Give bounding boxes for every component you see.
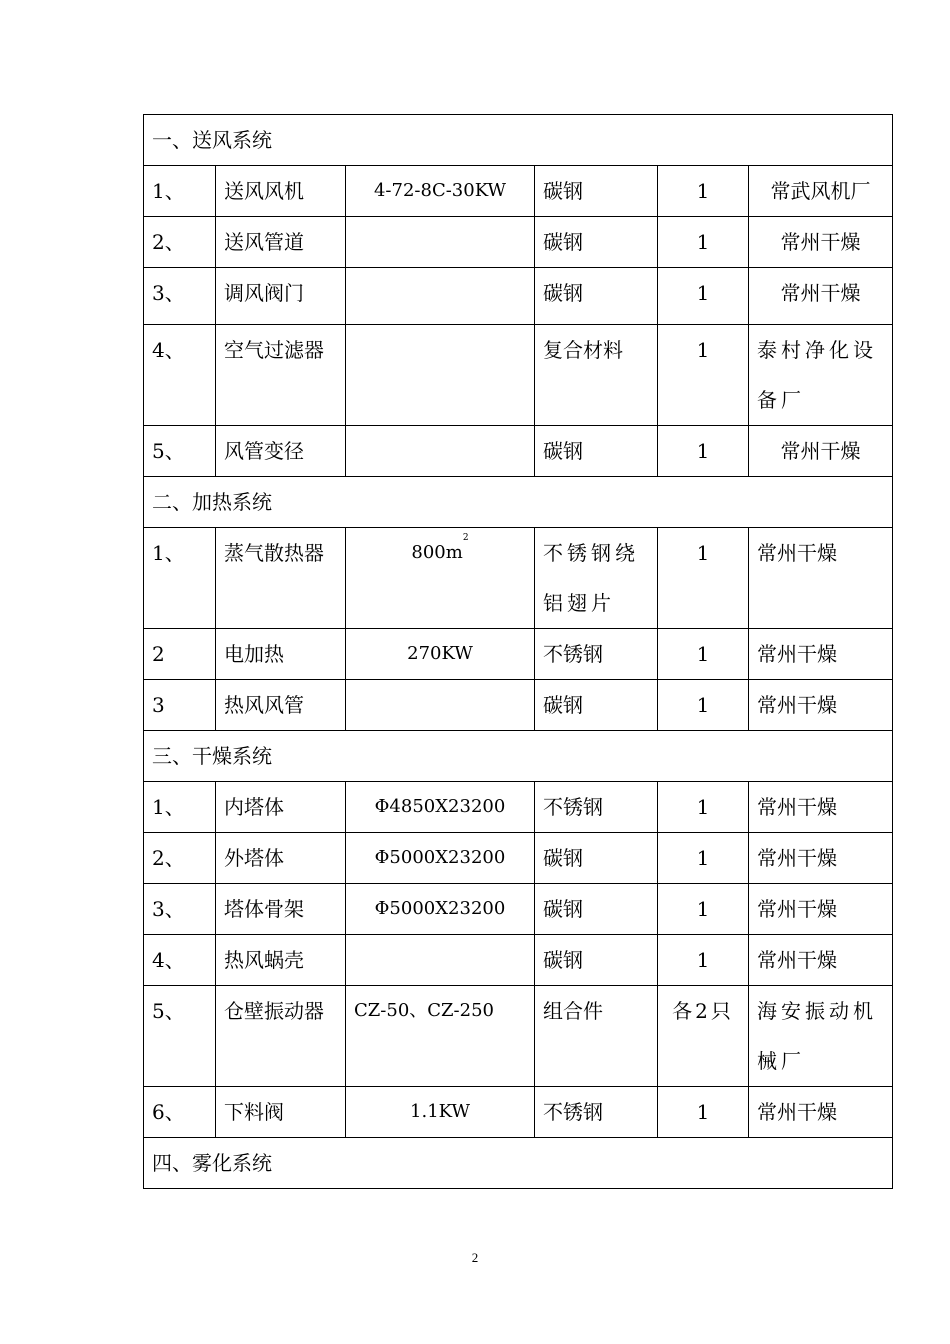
equipment-maker: 常州干燥 <box>749 528 893 629</box>
equipment-name: 空气过滤器 <box>216 325 346 426</box>
equipment-maker: 常武风机厂 <box>749 166 893 217</box>
equipment-spec: 270KW <box>346 629 535 680</box>
equipment-name: 调风阀门 <box>216 268 346 325</box>
equipment-maker: 常州干燥 <box>749 782 893 833</box>
table-row <box>144 833 893 884</box>
equipment-qty: 1 <box>658 935 749 986</box>
section-title: 二、加热系统 <box>144 477 893 528</box>
row-number: 2 <box>144 629 216 680</box>
equipment-name: 风管变径 <box>216 426 346 477</box>
equipment-spec: Φ5000X23200 <box>346 833 535 884</box>
table-row <box>144 1087 893 1138</box>
equipment-material: 不锈钢绕铝翅片 <box>535 528 658 629</box>
row-number: 5、 <box>144 986 216 1087</box>
row-number: 1、 <box>144 782 216 833</box>
equipment-qty: 1 <box>658 426 749 477</box>
table-row <box>144 884 893 935</box>
table-row <box>144 325 893 426</box>
equipment-spec: 1.1KW <box>346 1087 535 1138</box>
table-row <box>144 217 893 268</box>
equipment-qty: 1 <box>658 166 749 217</box>
equipment-name: 送风管道 <box>216 217 346 268</box>
table-row <box>144 782 893 833</box>
equipment-material: 碳钢 <box>535 217 658 268</box>
table-row <box>144 935 893 986</box>
equipment-maker: 常州干燥 <box>749 426 893 477</box>
equipment-spec <box>346 325 535 426</box>
equipment-maker: 常州干燥 <box>749 1087 893 1138</box>
equipment-maker: 常州干燥 <box>749 629 893 680</box>
equipment-maker: 常州干燥 <box>749 935 893 986</box>
equipment-name: 仓壁振动器 <box>216 986 346 1087</box>
table-row <box>144 528 893 629</box>
equipment-spec: Φ5000X23200 <box>346 884 535 935</box>
equipment-maker: 常州干燥 <box>749 217 893 268</box>
row-number: 4、 <box>144 325 216 426</box>
row-number: 3 <box>144 680 216 731</box>
row-number: 6、 <box>144 1087 216 1138</box>
equipment-qty: 1 <box>658 782 749 833</box>
equipment-maker: 泰村净化设备厂 <box>749 325 893 426</box>
equipment-material: 不锈钢 <box>535 629 658 680</box>
equipment-name: 热风蜗壳 <box>216 935 346 986</box>
page-number: 2 <box>471 1250 479 1265</box>
section-title: 四、雾化系统 <box>144 1138 893 1189</box>
table-row <box>144 629 893 680</box>
table-row <box>144 986 893 1087</box>
equipment-qty: 各2只 <box>658 986 749 1087</box>
equipment-spec: CZ-50、CZ-250 <box>346 986 535 1087</box>
equipment-name: 蒸气散热器 <box>216 528 346 629</box>
equipment-spec <box>346 426 535 477</box>
equipment-material: 碳钢 <box>535 935 658 986</box>
equipment-spec <box>346 935 535 986</box>
row-number: 3、 <box>144 268 216 325</box>
equipment-maker: 常州干燥 <box>749 833 893 884</box>
equipment-material: 碳钢 <box>535 884 658 935</box>
equipment-qty: 1 <box>658 1087 749 1138</box>
equipment-spec <box>346 528 535 629</box>
section-title: 一、送风系统 <box>144 115 893 166</box>
section-title: 三、干燥系统 <box>144 731 893 782</box>
equipment-maker: 海安振动机械厂 <box>749 986 893 1087</box>
equipment-spec: Φ4850X23200 <box>346 782 535 833</box>
equipment-qty: 1 <box>658 833 749 884</box>
equipment-material: 复合材料 <box>535 325 658 426</box>
equipment-spec <box>346 680 535 731</box>
equipment-qty: 1 <box>658 325 749 426</box>
section-header-row <box>144 731 893 782</box>
equipment-material: 碳钢 <box>535 833 658 884</box>
equipment-material: 碳钢 <box>535 680 658 731</box>
equipment-material: 不锈钢 <box>535 1087 658 1138</box>
row-number: 4、 <box>144 935 216 986</box>
table-row <box>144 268 893 325</box>
equipment-maker: 常州干燥 <box>749 680 893 731</box>
row-number: 2、 <box>144 217 216 268</box>
equipment-material: 不锈钢 <box>535 782 658 833</box>
table-row <box>144 426 893 477</box>
row-number: 1、 <box>144 528 216 629</box>
equipment-name: 塔体骨架 <box>216 884 346 935</box>
equipment-material: 碳钢 <box>535 268 658 325</box>
equipment-qty: 1 <box>658 268 749 325</box>
equipment-spec: 4-72-8C-30KW <box>346 166 535 217</box>
equipment-table <box>143 114 893 1189</box>
section-header-row <box>144 477 893 528</box>
section-header-row <box>144 1138 893 1189</box>
equipment-name: 电加热 <box>216 629 346 680</box>
equipment-material: 碳钢 <box>535 166 658 217</box>
table-row <box>144 680 893 731</box>
equipment-qty: 1 <box>658 680 749 731</box>
equipment-name: 下料阀 <box>216 1087 346 1138</box>
equipment-spec <box>346 217 535 268</box>
row-number: 1、 <box>144 166 216 217</box>
equipment-qty: 1 <box>658 884 749 935</box>
equipment-name: 热风风管 <box>216 680 346 731</box>
equipment-name: 外塔体 <box>216 833 346 884</box>
equipment-material: 组合件 <box>535 986 658 1087</box>
equipment-maker: 常州干燥 <box>749 268 893 325</box>
equipment-material: 碳钢 <box>535 426 658 477</box>
equipment-spec <box>346 268 535 325</box>
row-number: 5、 <box>144 426 216 477</box>
equipment-qty: 1 <box>658 629 749 680</box>
section-header-row <box>144 115 893 166</box>
equipment-qty: 1 <box>658 217 749 268</box>
equipment-qty: 1 <box>658 528 749 629</box>
equipment-name: 内塔体 <box>216 782 346 833</box>
equipment-name: 送风风机 <box>216 166 346 217</box>
spec-value: 800m <box>411 542 463 563</box>
row-number: 3、 <box>144 884 216 935</box>
equipment-maker: 常州干燥 <box>749 884 893 935</box>
table-row <box>144 166 893 217</box>
row-number: 2、 <box>144 833 216 884</box>
spec-superscript: 2 <box>462 533 469 543</box>
